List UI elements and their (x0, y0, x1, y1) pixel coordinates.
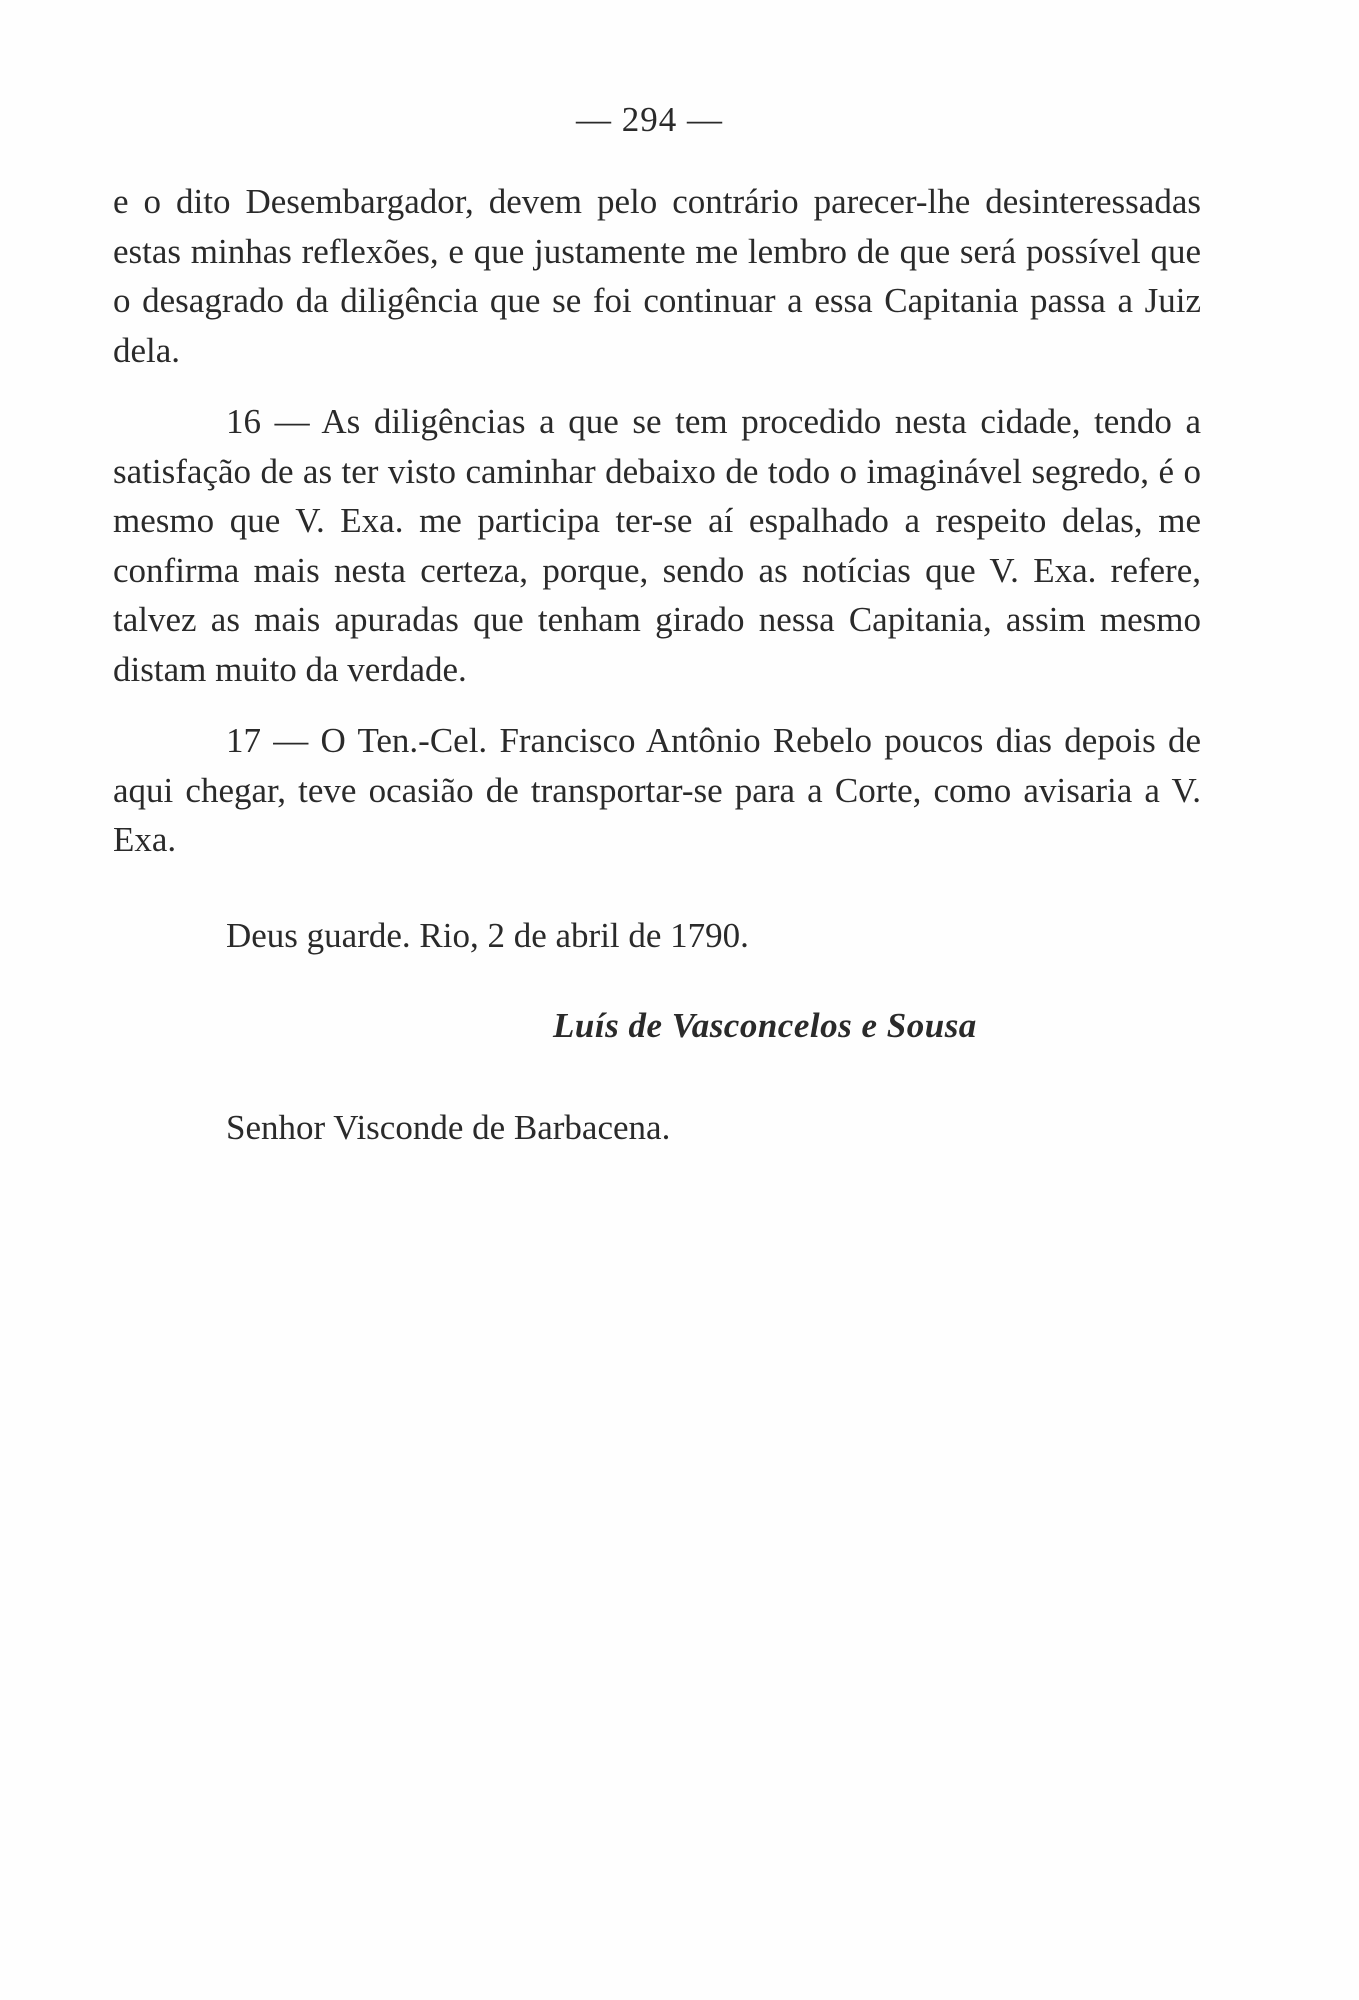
signature: Luís de Vasconcelos e Sousa (553, 1006, 977, 1045)
paragraph-17: 17 — O Ten.-Cel. Francisco Antônio Rebelo poucos dias depois de aqui chegar, teve ocasião de transportar-se para a Corte, como avisaria a V. Exa. (113, 721, 1201, 859)
addressee: Senhor Visconde de Barbacena. (226, 1107, 671, 1147)
closing-line: Deus guarde. Rio, 2 de abril de 1790. (226, 915, 749, 955)
page-number: — 294 — (576, 100, 723, 139)
paragraph-continuation: e o dito Desembargador, devem pelo contrário parecer-lhe desinteressadas estas minhas reflexões, e que justamente me lembro de que será possível que o desagrado da diligência que se foi continuar a essa Capitania passa a Juiz dela. (113, 182, 1201, 370)
document-body (113, 177, 1201, 1152)
paragraph-16: 16 — As diligências a que se tem procedido nesta cidade, tendo a satisfação de as ter visto caminhar debaixo de todo o imaginável segredo, é o mesmo que V. Exa. me participa ter-se aí espalhado a respeito delas, me confirma mais nesta certeza, porque, sendo as notícias que V. Exa. refere, talvez as mais apuradas que tenham girado nessa Capitania, assim mesmo distam muito da verdade. (113, 402, 1201, 689)
